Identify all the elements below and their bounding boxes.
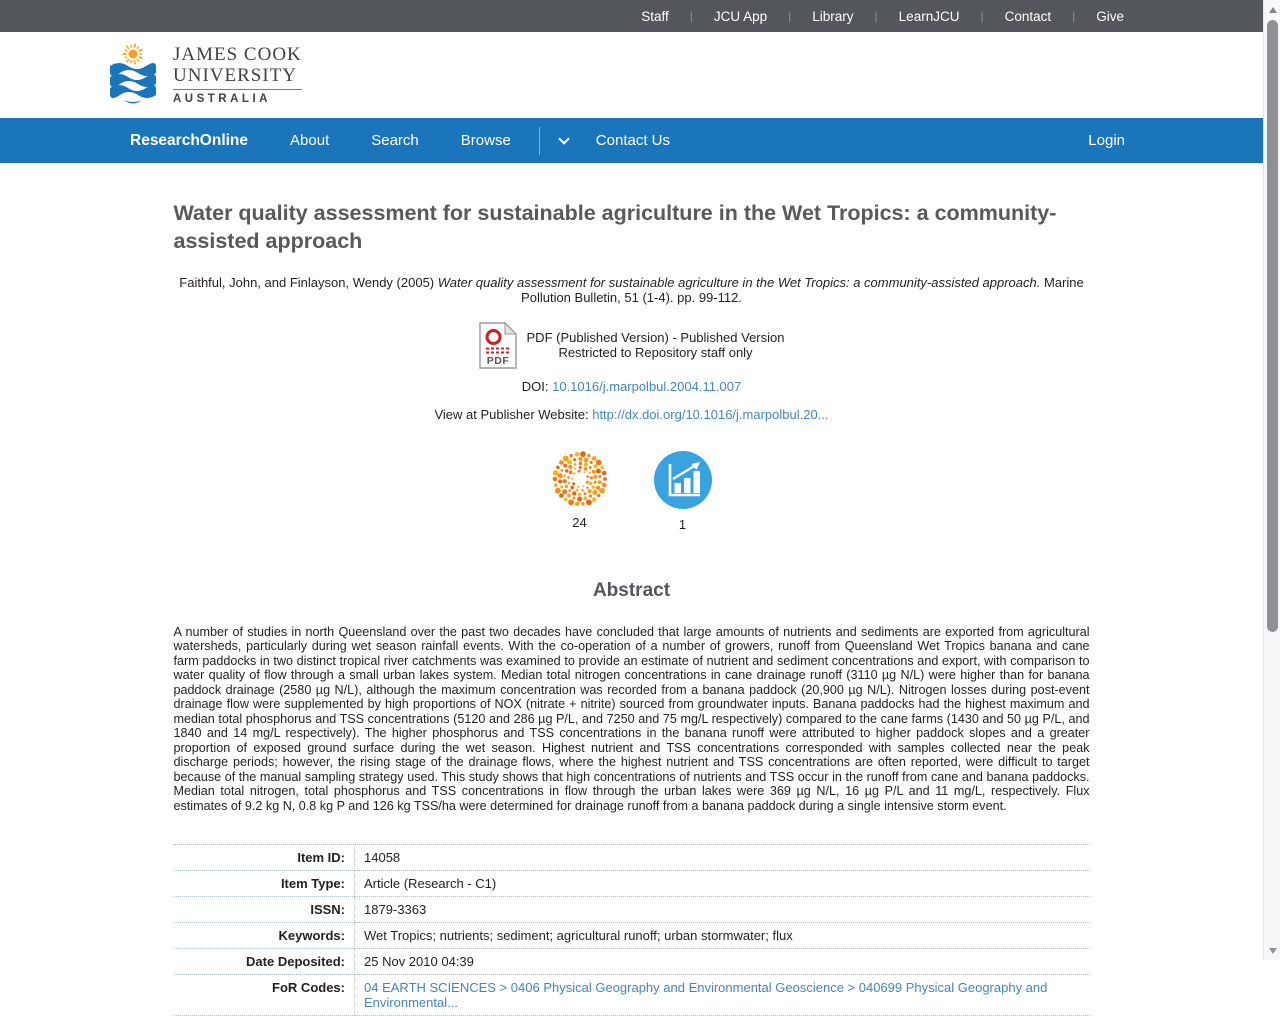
topbar-link-contact[interactable]: Contact xyxy=(1004,8,1052,24)
chevron-down-icon xyxy=(558,133,569,144)
meta-value-date-deposited: 25 Nov 2010 04:39 xyxy=(355,949,1090,975)
table-row xyxy=(174,949,1090,975)
separator: | xyxy=(689,9,693,23)
logo-name-line2: UNIVERSITY xyxy=(173,64,297,86)
topbar-link-give[interactable]: Give xyxy=(1096,8,1124,24)
doi-link[interactable]: 10.1016/j.marpolbul.2004.11.007 xyxy=(552,378,742,394)
abstract-text: A number of studies in north Queensland over the past two decades have concluded that large amounts of nutrients and sediments are exported from agricultural watersheds, particularly during wet season rainfall events. With the co-operation of a number of growers, runoff from Queensland Wet Tropics banana and cane farm paddocks in two distinct tropical river catchments was examined to provide an estimate of nutrient and sediment concentrations and export, with comparison to water quality of flow through a small urban lakes system. Median total nitrogen concentrations in cane drainage runoff (3110 µg N/L) were higher than for banana paddock drainage (2580 µg N/L), although the maximum concentration was recorded from a banana paddock (20,900 µg N/L). Nitrogen losses during post-event drainage flow were supplemented by high proportions of NOX (nitrate + nitrite) sourced from groundwater inputs. Banana paddocks had the highest maximum and median total phosphorus and TSS concentrations (5120 and 286 µg P/L, and 7250 and 75 mg/L respectively) compared to the cane farms (1430 and 50 µg P/L, and 1840 and 14 mg/L respectively). The higher phosphorus and TSS concentrations in the banana runoff were attributed to higher paddock slopes and a greater proportion of exposed ground surface during the wet season. Highest nutrient and TSS concentrations corresponded with samples collected near the peak discharge periods; however, the rising stage of the drainage flows, where the highest nutrient and TSS concentrations are often reported, were difficult to target because of the manual sampling strategy used. This study shows that high concentrations of nutrients and TSS occur in the runoff from cane and banana paddocks. Median total nitrogen, total phosphorus and TSS concentrations in flow through the urban lakes were 369 µg N/L, 16 µg P/L and 11 mg/L, respectively. Flux estimates of 9.2 kg N, 0.8 kg P and 126 kg TSS/ha were determined for drainage runoff from a banana paddock during a single intensive storm event. xyxy=(173,624,1090,813)
nav-divider xyxy=(539,127,540,155)
main-nav xyxy=(0,118,1263,163)
altmetric-badge[interactable] xyxy=(551,450,609,532)
separator: | xyxy=(874,9,878,23)
separator: | xyxy=(788,9,792,23)
metadata-table xyxy=(174,844,1090,1016)
triangle-up-icon xyxy=(1269,7,1277,13)
pdf-file-icon[interactable] xyxy=(479,322,517,369)
scrollbar-up-arrow[interactable] xyxy=(1264,1,1280,18)
scrollbar-down-arrow[interactable] xyxy=(1264,942,1280,959)
jcu-logo[interactable] xyxy=(105,42,302,108)
table-row xyxy=(174,845,1090,871)
metrics-badges xyxy=(174,450,1090,532)
topbar-link-jcu-app[interactable]: JCU App xyxy=(713,8,768,24)
table-row xyxy=(174,975,1090,1016)
vertical-scrollbar[interactable] xyxy=(1263,0,1280,960)
separator: | xyxy=(980,9,984,23)
citation-authors: Faithful, John, and Finlayson, Wendy (2005) xyxy=(179,274,438,290)
pdf-restriction-line: Restricted to Repository staff only xyxy=(558,345,753,361)
scrollbar-thumb[interactable] xyxy=(1267,20,1278,632)
meta-value-item-type: Article (Research - C1) xyxy=(355,871,1090,897)
doi-label: DOI: xyxy=(521,378,549,394)
doi-line xyxy=(174,379,1090,394)
meta-label-item-type: Item Type: xyxy=(174,871,355,897)
meta-label-date-deposited: Date Deposited: xyxy=(174,949,355,975)
table-row xyxy=(174,923,1090,949)
triangle-down-icon xyxy=(1269,948,1277,954)
topbar-link-learnjcu[interactable]: LearnJCU xyxy=(898,8,960,24)
pdf-icon-label: PDF xyxy=(486,354,509,367)
site-header xyxy=(0,32,1263,118)
citation-journal: Marine Pollution Bulletin, 51 (1-4). pp. 99-112. xyxy=(521,274,1084,306)
nav-login[interactable]: Login xyxy=(1088,132,1125,149)
nav-item-contact-us[interactable]: Contact Us xyxy=(595,132,670,149)
altmetric-count: 24 xyxy=(572,514,587,530)
separator: | xyxy=(1072,9,1076,23)
table-row xyxy=(174,871,1090,897)
table-row xyxy=(174,897,1090,923)
meta-value-item-id: 14058 xyxy=(355,845,1090,871)
plumx-badge[interactable] xyxy=(653,450,713,532)
logo-text xyxy=(173,45,302,105)
publisher-line xyxy=(174,407,1090,422)
meta-value-issn: 1879-3363 xyxy=(355,897,1090,923)
logo-name-line1: JAMES COOK xyxy=(173,43,302,65)
meta-label-issn: ISSN: xyxy=(174,897,355,923)
nav-dropdown-toggle[interactable] xyxy=(560,139,568,143)
meta-value-keywords: Wet Tropics; nutrients; sediment; agricultural runoff; urban stormwater; flux xyxy=(355,923,1090,949)
pdf-description xyxy=(527,330,785,360)
nav-item-browse[interactable]: Browse xyxy=(460,132,511,149)
jcu-crest-icon xyxy=(105,42,161,108)
altmetric-icon xyxy=(551,450,609,508)
publisher-label: View at Publisher Website: xyxy=(434,406,589,422)
abstract-heading: Abstract xyxy=(592,579,671,601)
pdf-version-line: PDF (Published Version) - Published Version xyxy=(526,330,785,346)
meta-label-item-id: Item ID: xyxy=(174,845,355,871)
citation-title-italic: Water quality assessment for sustainable agriculture in the Wet Tropics: a community-assisted approach. xyxy=(437,274,1041,290)
plumx-count: 1 xyxy=(678,516,687,532)
meta-value-for-codes-link[interactable]: 04 EARTH SCIENCES > 0406 Physical Geography and Environmental Geoscience > 040699 Physical Geography and Environmental... xyxy=(355,975,1090,1016)
topbar-link-library[interactable]: Library xyxy=(812,8,854,24)
logo-country: AUSTRALIA xyxy=(173,93,271,106)
topbar-link-staff[interactable]: Staff xyxy=(641,8,669,24)
nav-brand-researchonline[interactable]: ResearchOnline xyxy=(130,131,249,149)
citation xyxy=(174,275,1090,306)
meta-label-keywords: Keywords: xyxy=(174,923,355,949)
publisher-link[interactable]: http://dx.doi.org/10.1016/j.marpolbul.20... xyxy=(592,406,829,422)
page-title: Water quality assessment for sustainable agriculture in the Wet Tropics: a community-assisted approach xyxy=(173,201,1057,253)
nav-item-search[interactable]: Search xyxy=(371,132,419,149)
meta-label-for-codes: FoR Codes: xyxy=(174,975,355,1016)
top-utility-bar xyxy=(0,0,1263,32)
pdf-download-block xyxy=(174,322,1090,369)
plumx-icon xyxy=(653,450,713,510)
record-page xyxy=(174,200,1090,1016)
nav-item-about[interactable]: About xyxy=(290,132,330,149)
